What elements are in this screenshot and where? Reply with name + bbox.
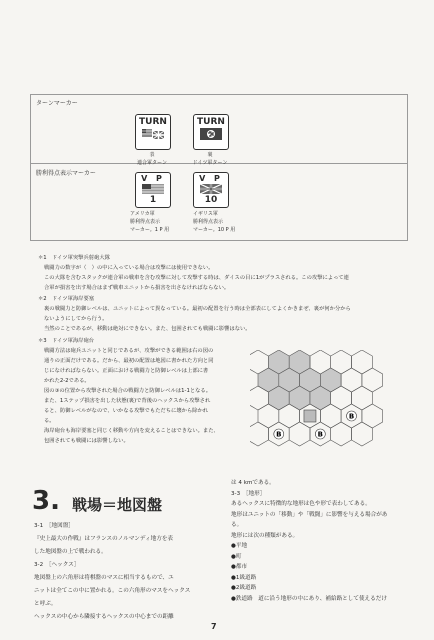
- allied-flags-icon: [142, 128, 164, 140]
- battery-counter-icon: [304, 410, 316, 422]
- turn-counter-label: TURN: [139, 117, 167, 127]
- hex-cell: [362, 368, 383, 392]
- vp-counter-uk: [193, 172, 229, 208]
- marker-box-top: [30, 94, 408, 95]
- coastal-battery-hex-diagram: [250, 350, 410, 468]
- marker-box-left: [30, 94, 31, 241]
- hex-cell: [352, 350, 373, 374]
- vp-counter-us: [135, 172, 171, 208]
- vp-counter-label: V P: [199, 174, 223, 183]
- turn-front-caption: 表 連合軍ターン: [137, 152, 167, 166]
- section-left-column: 3-1 ［地図盤］ 『史上最大の作戦』はフランスのノルマンディ地方を表 した地図盤の上で戦われる。 3-2 ［ヘックス］ 地図盤上の六角形は将棋盤のマスに相当するもので、ユ ニットは全てこの中に置かれる。この六角形のマスをヘックス と呼ぶ。 ヘックスの中心から隣接するヘックスの中心までの距離: [34, 523, 191, 620]
- vp-uk-value: 10: [204, 195, 218, 205]
- turn-counter-german: [193, 114, 229, 150]
- note3-body: 戦闘方法は砲兵ユニットと同じであるが、攻撃ができる範囲は右の図の 通りの正面だけである。だから、最初の配置は地図に書かれた方向と同 じになければならない。正面における戦闘力と防御レベルは上部に書 かれた2-2である。 図の③の位置から攻撃された場合の戦闘力と防御レベルは1-1となる。 また、1ステップ損害を出した状態(裏)で背後のヘックスから攻撃され ると、防御レベルがなので、いかなる攻撃でもただちに壊から除かれ る。 海岸砲台も海岸要塞と同じく移動や方向を変えることはできない。また、 包囲されても戦闘には影響しない。: [44, 348, 219, 444]
- us-flag-icon: [142, 184, 164, 194]
- note2-title: ＊2 ドイツ軍海岸要塞: [38, 296, 95, 302]
- note1-body: 戦闘力の数字が（ ）の中に入っている場合は攻撃には使用できない。 この大隊を含むスタックが連合軍の戦車を含む攻撃に対して攻撃する時は、ダイスの目に1がプラスされる。この攻撃によって連 合軍が損害を出す場合はまず戦車ユニットから損害を出さなければならない。: [44, 265, 349, 291]
- section-right-column: は 4 kmである。 3-3 ［地形］ あるヘックスに特徴的な地形は色や形で表わしてある。 地形はユニットの「移動」や「戦闘」に影響を与える場合があ る。 地形には次の種類がある。 ●平地 ●町 ●都市 ●1級道路 ●2級道路 ●鉄道路 道に沿う地形の中にあり、補給路として使えるだけ: [231, 480, 388, 602]
- marker-box-right: [407, 94, 408, 241]
- turn-marker-heading: ターンマーカー: [36, 100, 78, 107]
- note1-title: ＊1 ドイツ軍突撃兵射砲大隊: [38, 255, 110, 261]
- section-title: 戦場＝地図盤: [72, 496, 163, 514]
- hex-label-b: B: [276, 430, 282, 439]
- hex-cell: [250, 422, 268, 446]
- section-number: 3.: [32, 486, 60, 516]
- vp-uk-caption: イギリス軍 勝利得点表示 マーカー。10 P 用: [193, 211, 236, 233]
- vp-us-caption: アメリカ軍 勝利得点表示 マーカー。1 P 用: [130, 211, 170, 233]
- hex-cell: [331, 422, 352, 446]
- hex-cell: [362, 404, 383, 428]
- vp-marker-heading: 勝利得点表示マーカー: [36, 170, 96, 177]
- turn-counter-allied: [135, 114, 171, 150]
- hex-label-b: B: [348, 412, 355, 421]
- uk-flag-icon: [200, 184, 222, 194]
- turn-back-caption: 裏 ドイツ軍ターン: [192, 152, 228, 166]
- hex-cell: [352, 386, 373, 410]
- vp-counter-label: V P: [141, 174, 165, 183]
- turn-counter-label: TURN: [197, 117, 225, 127]
- german-flag-icon: [200, 128, 222, 140]
- note2-body: 裏の戦闘力と防御レベルは、ユニットによって異なっている。最初の配置を行う時は全部表にしてよくかきまぜ、裏が何か分から ないようにしてから行う。 当然のことであるが、移動は絶対にできない。また、包囲されても戦闘に影響はない。: [44, 306, 351, 332]
- vp-us-value: 1: [149, 195, 157, 205]
- marker-box-bottom: [30, 240, 408, 241]
- hex-cell: [341, 368, 362, 392]
- hex-cell: [352, 422, 373, 446]
- page-number: 7: [211, 622, 217, 631]
- hex-label-b: B: [317, 430, 324, 439]
- hex-cell: [289, 422, 310, 446]
- note3-title: ＊3 ドイツ軍海岸砲台: [38, 338, 95, 344]
